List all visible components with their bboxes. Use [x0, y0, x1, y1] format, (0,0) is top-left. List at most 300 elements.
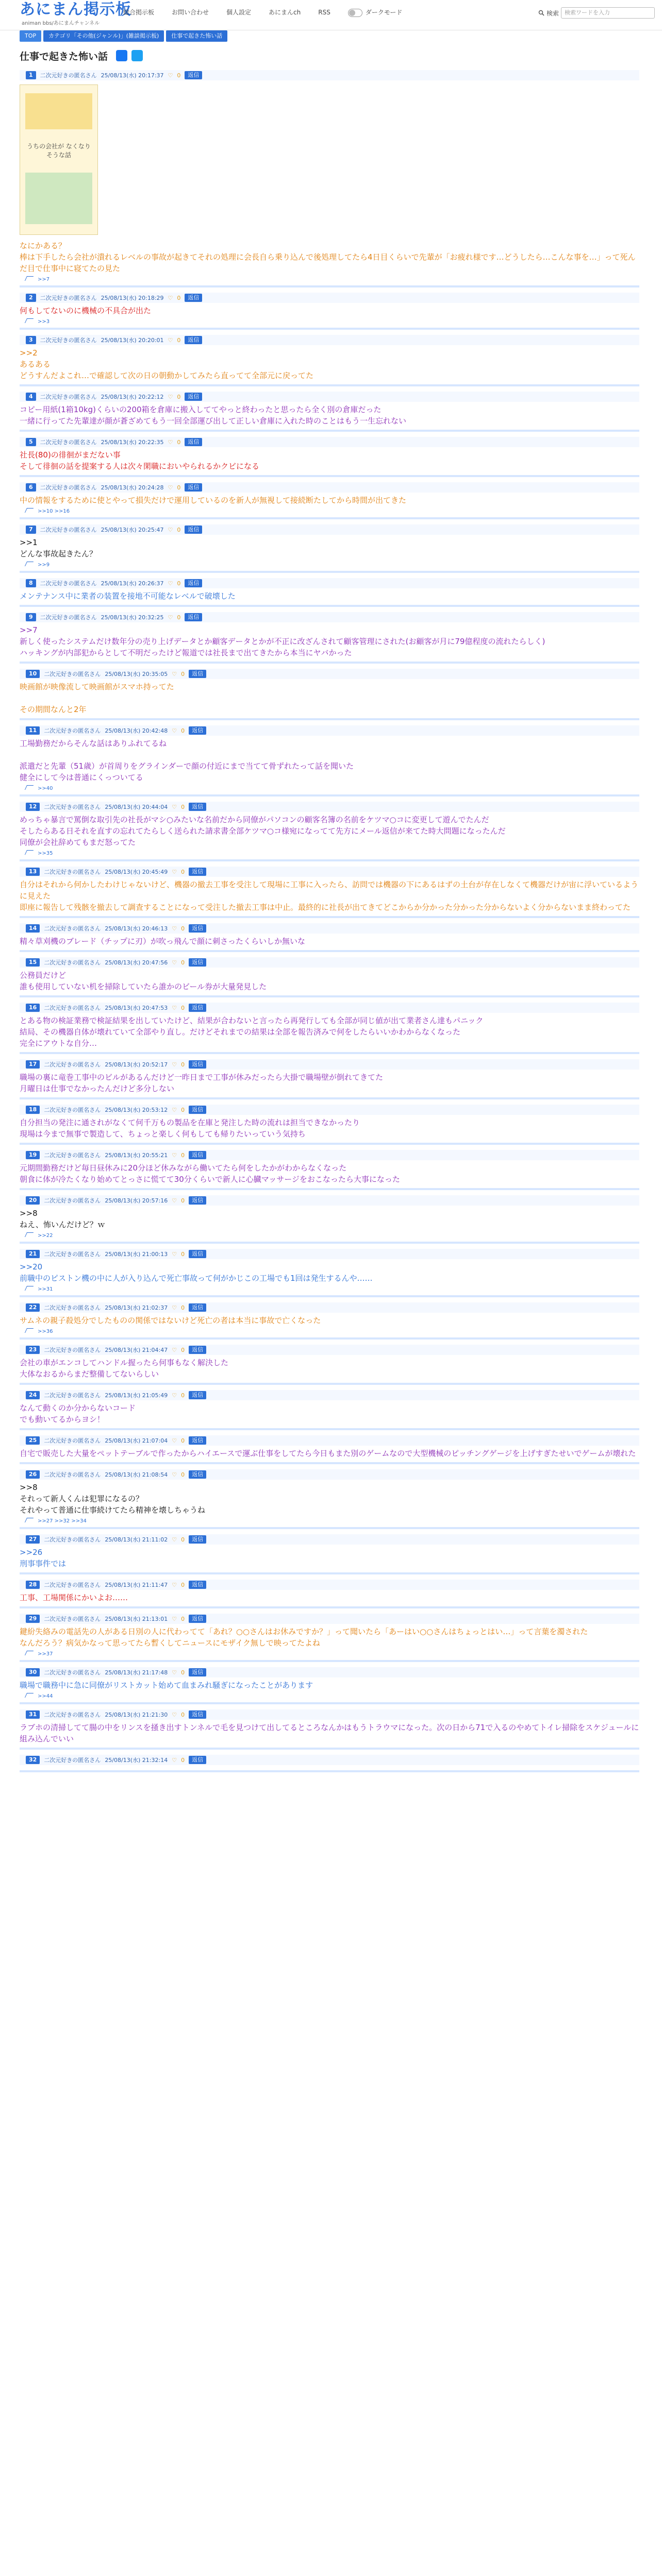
post-date: 25/08/13(水) 20:35:05 — [105, 671, 168, 677]
post-date: 25/08/13(水) 20:17:37 — [101, 72, 164, 79]
like-count: 0 — [181, 1304, 185, 1311]
post-header — [20, 867, 639, 877]
post-number[interactable]: 8 — [26, 579, 36, 587]
nav-item-animanch[interactable]: あにまんch — [269, 9, 301, 16]
like-icon[interactable]: ♡ — [172, 1669, 177, 1676]
reply-button[interactable]: 返信 — [189, 1004, 206, 1012]
poster-name: 二次元好きの匿名さん — [44, 1197, 101, 1204]
poster-name: 二次元好きの匿名さん — [40, 484, 97, 491]
like-count: 0 — [181, 1437, 185, 1444]
post-number[interactable]: 24 — [26, 1391, 40, 1399]
post-item — [20, 1755, 639, 1772]
post-number[interactable]: 15 — [26, 958, 40, 967]
post-number[interactable]: 21 — [26, 1250, 40, 1258]
post-header — [20, 1059, 639, 1070]
reply-button[interactable]: 返信 — [189, 1346, 206, 1354]
like-count: 0 — [181, 1392, 185, 1399]
post-body: 中の情報をするために使とやって損失だけで運用しているのを新人が無視して接続断たしてから時間が出てきた — [20, 496, 407, 505]
like-icon[interactable]: ♡ — [172, 1197, 177, 1204]
reply-button[interactable]: 返信 — [189, 1250, 206, 1258]
post-footer — [20, 506, 639, 514]
poster-name: 二次元好きの匿名さん — [40, 72, 97, 79]
post-header — [20, 1390, 639, 1400]
twitter-share-icon[interactable] — [131, 50, 143, 61]
poster-name: 二次元好きの匿名さん — [44, 1251, 101, 1258]
post-number[interactable]: 23 — [26, 1346, 40, 1354]
reply-tree-icon — [25, 1286, 34, 1291]
like-count: 0 — [181, 1581, 185, 1588]
reply-button[interactable]: 返信 — [185, 71, 202, 79]
book-cover-image — [20, 84, 98, 235]
like-count: 0 — [177, 526, 181, 533]
poster-name: 二次元好きの匿名さん — [40, 580, 97, 587]
like-icon[interactable]: ♡ — [172, 1004, 177, 1011]
nav-item-forum[interactable]: 総合掲示板 — [123, 9, 155, 16]
poster-name: 二次元好きの匿名さん — [44, 1616, 101, 1622]
reply-tree-icon — [25, 1693, 34, 1698]
like-count: 0 — [181, 1669, 185, 1676]
post-header — [20, 612, 639, 622]
reply-tree-icon — [25, 508, 34, 513]
reply-button[interactable]: 返信 — [189, 803, 206, 811]
reply-button[interactable]: 返信 — [185, 613, 202, 621]
poster-name: 二次元好きの匿名さん — [44, 1669, 101, 1676]
like-count: 0 — [181, 959, 185, 966]
reply-button[interactable]: 返信 — [185, 526, 202, 534]
post-number[interactable]: 11 — [26, 726, 40, 735]
like-icon[interactable]: ♡ — [172, 727, 177, 734]
post-item — [20, 1249, 639, 1297]
post-body: >>26 刑事事件では — [20, 1548, 67, 1568]
dark-mode-label: ダークモード — [365, 9, 403, 16]
logo-subtitle: animan bbs/あにまんチャンネル — [22, 21, 100, 26]
reply-button[interactable]: 返信 — [189, 1710, 206, 1719]
reply-button[interactable]: 返信 — [185, 294, 202, 302]
post-number[interactable]: 4 — [26, 393, 36, 401]
thread-container — [20, 46, 639, 1772]
thread-title: 仕事で起きた怖い話 — [20, 50, 108, 62]
post-number[interactable]: 9 — [26, 613, 36, 621]
reply-anchors[interactable]: >>9 — [38, 562, 50, 568]
post-date: 25/08/13(水) 20:46:13 — [105, 925, 168, 932]
like-count: 0 — [181, 1151, 185, 1159]
post-header — [20, 70, 639, 80]
reply-button[interactable]: 返信 — [189, 1303, 206, 1312]
post-item — [20, 1302, 639, 1340]
reply-tree-icon — [25, 1328, 34, 1333]
post-body: 自宅で販売した大量をぺットテーブルで作ったからハイエースで運ぶ仕事をしてたら今日もまた別のゲームなので大型機械のピッチングゲージを上げすぎたせいでゲームが壊れた — [20, 1449, 636, 1458]
post-number[interactable]: 5 — [26, 438, 36, 446]
reply-anchors[interactable]: >>3 — [38, 319, 50, 325]
post-number[interactable]: 16 — [26, 1004, 40, 1012]
post-date: 25/08/13(水) 20:47:53 — [105, 1005, 168, 1011]
poster-name: 二次元好きの匿名さん — [40, 527, 97, 533]
poster-name: 二次元好きの匿名さん — [40, 337, 97, 344]
reply-button[interactable]: 返信 — [185, 579, 202, 587]
like-icon[interactable]: ♡ — [168, 72, 173, 79]
post-number[interactable]: 2 — [26, 294, 36, 302]
post-date: 25/08/13(水) 21:11:47 — [105, 1582, 168, 1588]
post-date: 25/08/13(水) 20:42:48 — [105, 727, 168, 734]
main-nav — [114, 7, 411, 18]
reply-button[interactable]: 返信 — [189, 1581, 206, 1589]
post-item — [20, 437, 639, 477]
facebook-share-icon[interactable] — [116, 50, 127, 61]
post-body: 自分担当の発注に通されがなくて何千万もの製品を在庫と発注した時の流れは担当できなかったり 現場は今まで無事で製造して、ちょっと楽しく何もしても帰りたいっていう気持ち — [20, 1118, 360, 1139]
post-item — [20, 578, 639, 607]
post-list — [20, 70, 639, 1772]
post-body: なにかある？ 棒は下手したら会社が潰れるレベルの事故が起きてそれの処理に会長自ら乗り込んで後処理してたら4日目くらいで先輩が「お疲れ様です…どうしたら…こんな事を…」って死んだ目で仕事中に寝てたの見た — [20, 241, 636, 273]
post-date: 25/08/13(水) 21:04:47 — [105, 1347, 168, 1353]
post-item — [20, 293, 639, 330]
book-title: うちの会社が なくなりそうな話 — [27, 143, 91, 159]
reply-anchors[interactable]: >>27 >>32 >>34 — [38, 1518, 87, 1524]
like-icon[interactable]: ♡ — [168, 294, 173, 301]
post-footer — [20, 1326, 639, 1334]
dark-mode-toggle[interactable] — [339, 7, 411, 18]
reply-tree-icon — [25, 850, 34, 855]
nav-item-settings[interactable]: 個人設定 — [226, 9, 252, 16]
post-number[interactable]: 13 — [26, 868, 40, 876]
post-number[interactable]: 22 — [26, 1303, 40, 1312]
like-icon[interactable]: ♡ — [172, 1471, 177, 1478]
post-header — [20, 392, 639, 402]
post-header — [20, 1755, 639, 1765]
reply-button[interactable]: 返信 — [185, 336, 202, 344]
reply-anchors[interactable]: >>40 — [38, 786, 53, 791]
post-item — [20, 725, 639, 796]
post-item — [20, 482, 639, 519]
post-header — [20, 293, 639, 303]
reply-anchors[interactable]: >>31 — [38, 1286, 53, 1292]
post-item — [20, 1709, 639, 1750]
post-number[interactable]: 30 — [26, 1668, 40, 1676]
like-icon[interactable]: ♡ — [172, 1250, 177, 1258]
poster-name: 二次元好きの匿名さん — [40, 439, 97, 446]
nav-item-rss[interactable]: RSS — [318, 9, 330, 16]
like-icon[interactable]: ♡ — [172, 925, 177, 932]
post-body: なんて動くのか分からないコード でも動いてるからヨシ！ — [20, 1403, 136, 1424]
search-input[interactable]: 検索ワードを入力 — [561, 7, 655, 19]
like-count: 0 — [181, 1536, 185, 1543]
reply-anchors[interactable]: >>36 — [38, 1329, 53, 1334]
post-body: >>8 それって新人くんは犯罪になるの？ それやって普通に仕事続けてたら精神を壊しちゃうね — [20, 1483, 206, 1515]
reply-button[interactable]: 返信 — [189, 1436, 206, 1445]
breadcrumb-category[interactable]: カテゴリ「その他(ジャンル)」(雑談掲示板) — [43, 30, 164, 42]
post-body: 何もしてないのに機械の不具合が出た — [20, 306, 152, 315]
post-item — [20, 612, 639, 664]
post-body: 元期間勤務だけど毎日昼休みに20分ほど休みながら働いてたら何をしたかがわからなくなった 朝食に体が冷たくなり始めてとっさに慌てて30分くらいで新人に心臓マッサージをおこなったら大事になった — [20, 1163, 400, 1184]
like-icon[interactable]: ♡ — [168, 438, 173, 446]
poster-name: 二次元好きの匿名さん — [44, 804, 101, 810]
like-icon[interactable]: ♡ — [172, 1304, 177, 1311]
reply-anchors[interactable]: >>10 >>16 — [38, 509, 70, 514]
like-icon[interactable]: ♡ — [172, 1392, 177, 1399]
poster-name: 二次元好きの匿名さん — [44, 1582, 101, 1588]
post-date: 25/08/13(水) 20:24:28 — [101, 484, 164, 491]
post-number[interactable]: 3 — [26, 336, 36, 344]
post-header — [20, 1105, 639, 1115]
like-icon[interactable]: ♡ — [172, 868, 177, 875]
post-item — [20, 1469, 639, 1529]
like-count: 0 — [181, 1197, 185, 1204]
like-count: 0 — [181, 1061, 185, 1068]
post-item — [20, 802, 639, 861]
like-count: 0 — [181, 925, 185, 932]
like-count: 0 — [177, 614, 181, 621]
search-icon — [538, 10, 544, 16]
reply-button[interactable]: 返信 — [189, 1060, 206, 1069]
post-item — [20, 70, 639, 287]
poster-name: 二次元好きの匿名さん — [44, 1757, 101, 1764]
reply-button[interactable]: 返信 — [185, 393, 202, 401]
like-icon[interactable]: ♡ — [172, 670, 177, 677]
top-bar — [0, 0, 662, 30]
post-number[interactable]: 19 — [26, 1151, 40, 1159]
post-date: 25/08/13(水) 21:32:14 — [105, 1757, 168, 1764]
post-item — [20, 1059, 639, 1099]
like-icon[interactable]: ♡ — [172, 1581, 177, 1588]
reply-button[interactable]: 返信 — [189, 1151, 206, 1159]
poster-name: 二次元好きの匿名さん — [40, 394, 97, 400]
post-header — [20, 1469, 639, 1480]
post-number[interactable]: 27 — [26, 1535, 40, 1544]
post-header — [20, 1534, 639, 1545]
poster-name: 二次元好きの匿名さん — [44, 671, 101, 677]
reply-anchors[interactable]: >>44 — [38, 1693, 53, 1699]
reply-button[interactable]: 返信 — [189, 1196, 206, 1205]
post-date: 25/08/13(水) 20:18:29 — [101, 295, 164, 301]
like-count: 0 — [177, 580, 181, 587]
post-number[interactable]: 10 — [26, 670, 40, 678]
post-number[interactable]: 20 — [26, 1196, 40, 1205]
post-date: 25/08/13(水) 20:52:17 — [105, 1061, 168, 1068]
post-item — [20, 1105, 639, 1145]
poster-name: 二次元好きの匿名さん — [44, 959, 101, 966]
post-number[interactable]: 14 — [26, 924, 40, 933]
post-body: 工場勤務だからそんな話はありふれてるね 派遣だと先輩（51歳）が首周りをグラインダーで顔の付近にまで当てて骨ずれたって話を聞いた 健全にして今は普通にくっついてる — [20, 739, 354, 782]
post-header — [20, 1614, 639, 1624]
post-header — [20, 1150, 639, 1160]
post-number[interactable]: 12 — [26, 803, 40, 811]
post-body: 社長(80)の徘徊がまだない事 そして徘徊の話を提案する人は次々閑職においやられるかクビになる — [20, 450, 260, 471]
reply-button[interactable]: 返信 — [189, 1470, 206, 1479]
reply-anchors[interactable]: >>35 — [38, 851, 53, 856]
reply-anchors[interactable]: >>22 — [38, 1233, 53, 1239]
post-date: 25/08/13(水) 20:22:35 — [101, 439, 164, 446]
post-footer — [20, 316, 639, 325]
like-count: 0 — [181, 1711, 185, 1718]
post-header — [20, 669, 639, 679]
poster-name: 二次元好きの匿名さん — [40, 614, 97, 621]
like-icon[interactable]: ♡ — [172, 803, 177, 810]
post-header — [20, 1435, 639, 1446]
post-number[interactable]: 28 — [26, 1581, 40, 1589]
post-footer — [20, 1284, 639, 1292]
post-number[interactable]: 26 — [26, 1470, 40, 1479]
toggle-switch-icon — [348, 9, 362, 17]
like-icon[interactable]: ♡ — [172, 1106, 177, 1113]
reply-button[interactable]: 返信 — [189, 1106, 206, 1114]
post-header — [20, 437, 639, 447]
post-number[interactable]: 31 — [26, 1710, 40, 1719]
post-date: 25/08/13(水) 21:21:30 — [105, 1711, 168, 1718]
like-count: 0 — [181, 1106, 185, 1113]
post-item — [20, 923, 639, 952]
reply-anchors[interactable]: >>37 — [38, 1651, 53, 1657]
poster-name: 二次元好きの匿名さん — [44, 1152, 101, 1159]
like-icon[interactable]: ♡ — [168, 526, 173, 533]
post-body: 精々草刈機のブレード（チップに刃）が吹っ飛んで顔に刺さったくらいしか無いな — [20, 937, 305, 946]
reply-button[interactable]: 返信 — [189, 1391, 206, 1399]
reply-button[interactable]: 返信 — [189, 1535, 206, 1544]
post-body: サムネの親子殺処分でしたものの関係ではないけど死亡の者は本当に事故で亡くなった — [20, 1316, 321, 1325]
poster-name: 二次元好きの匿名さん — [44, 1061, 101, 1068]
post-number[interactable]: 32 — [26, 1756, 40, 1764]
like-icon[interactable]: ♡ — [168, 580, 173, 587]
poster-name: 二次元好きの匿名さん — [44, 1005, 101, 1011]
like-icon[interactable]: ♡ — [172, 1346, 177, 1353]
post-footer — [20, 783, 639, 791]
post-item — [20, 1534, 639, 1574]
search-area — [538, 7, 655, 19]
post-date: 25/08/13(水) 20:53:12 — [105, 1107, 168, 1113]
post-date: 25/08/13(水) 21:08:54 — [105, 1471, 168, 1478]
post-number[interactable]: 18 — [26, 1106, 40, 1114]
post-item — [20, 1614, 639, 1662]
like-icon[interactable]: ♡ — [172, 1711, 177, 1718]
like-count: 0 — [181, 1346, 185, 1353]
post-date: 25/08/13(水) 21:00:13 — [105, 1251, 168, 1258]
poster-name: 二次元好きの匿名さん — [44, 1711, 101, 1718]
post-date: 25/08/13(水) 20:20:01 — [101, 337, 164, 344]
post-body: コピー用紙(1箱10kg)くらいの200箱を倉庫に搬入しててやっと終わったと思ったら全く別の倉庫だった 一緒に行ってた先輩達が顔が蒼ざめてもう一回全部運び出して正しい倉庫に入れた時のことはもう一生忘れない — [20, 405, 407, 426]
post-date: 25/08/13(水) 20:25:47 — [101, 527, 164, 533]
post-number[interactable]: 29 — [26, 1615, 40, 1623]
breadcrumb-thread[interactable]: 仕事で起きた怖い話 — [166, 30, 227, 42]
post-header — [20, 1302, 639, 1313]
post-number[interactable]: 17 — [26, 1060, 40, 1069]
post-item — [20, 1390, 639, 1430]
reply-button[interactable]: 返信 — [185, 483, 202, 492]
like-icon[interactable]: ♡ — [172, 1151, 177, 1159]
like-icon[interactable]: ♡ — [172, 1437, 177, 1444]
like-icon[interactable]: ♡ — [168, 336, 173, 344]
like-icon[interactable]: ♡ — [172, 1615, 177, 1622]
reply-button[interactable]: 返信 — [189, 924, 206, 933]
reply-tree-icon — [25, 318, 34, 323]
post-date: 25/08/13(水) 20:26:37 — [101, 580, 164, 587]
post-body: 公務員だけど 誰も使用していない机を掃除していたら誰かのビール券が大量発見した — [20, 971, 267, 991]
post-item — [20, 1195, 639, 1244]
post-body: >>20 前職中のピストン機の中に人が入り込んで死亡事故って何がかじこの工場でも1回は発生するんや…… — [20, 1262, 373, 1283]
thread-header — [20, 46, 639, 65]
post-header — [20, 1249, 639, 1259]
post-header — [20, 923, 639, 934]
like-icon[interactable]: ♡ — [168, 614, 173, 621]
reply-button[interactable]: 返信 — [189, 1668, 206, 1676]
breadcrumb — [20, 30, 227, 42]
poster-name: 二次元好きの匿名さん — [44, 1471, 101, 1478]
post-item — [20, 1345, 639, 1385]
poster-name: 二次元好きの匿名さん — [44, 869, 101, 875]
post-item — [20, 392, 639, 432]
post-header — [20, 1195, 639, 1206]
post-date: 25/08/13(水) 20:57:16 — [105, 1197, 168, 1204]
reply-button[interactable]: 返信 — [189, 868, 206, 876]
reply-tree-icon — [25, 562, 34, 566]
post-header — [20, 725, 639, 736]
post-number[interactable]: 7 — [26, 526, 36, 534]
post-footer — [20, 1649, 639, 1657]
nav-item-contact[interactable]: お問い合わせ — [172, 9, 209, 16]
poster-name: 二次元好きの匿名さん — [44, 925, 101, 932]
post-header — [20, 957, 639, 968]
post-header — [20, 578, 639, 588]
like-icon[interactable]: ♡ — [172, 1756, 177, 1764]
like-count: 0 — [181, 670, 185, 677]
like-count: 0 — [181, 1471, 185, 1478]
post-date: 25/08/13(水) 20:22:12 — [101, 394, 164, 400]
post-body: 自分はそれから何かしたわけじゃないけど、機器の撤去工事を受注して現場に工事に入ったら、訪問では機器の下にあるはずの土台が存在しなくて機器だけが宙に浮いているように見えた 即座に報告して残骸を撤去して調査することになって受注した撤去工事は中止。最終的に社長が出てきてどこからか分かった分かった分からないよく分からないまま終わってた — [20, 880, 639, 912]
post-body: >>7 新しく使ったシステムだけ数年分の売り上げデータとか顧客データとかが不正に改ざんされて顧客管理にされた(お顧客が月に79億程度の流れたらしく) ハッキングが内部犯からとして不明だったけど報道では社長まで出てきたから本当にヤバかった — [20, 625, 545, 657]
like-count: 0 — [181, 1250, 185, 1258]
breadcrumb-top[interactable]: TOP — [20, 30, 41, 42]
post-body: 映画館が映像流して映画館がスマホ持ってた その期間なんと2年 — [20, 682, 174, 714]
post-footer — [20, 560, 639, 568]
post-date: 25/08/13(水) 20:55:21 — [105, 1152, 168, 1159]
post-header — [20, 1345, 639, 1355]
reply-button[interactable]: 返信 — [189, 1756, 206, 1764]
post-item — [20, 957, 639, 997]
post-header — [20, 482, 639, 493]
post-item — [20, 524, 639, 573]
post-date: 25/08/13(水) 20:45:49 — [105, 869, 168, 875]
post-footer — [20, 848, 639, 856]
post-number[interactable]: 25 — [26, 1436, 40, 1445]
reply-button[interactable]: 返信 — [189, 670, 206, 678]
reply-button[interactable]: 返信 — [189, 1615, 206, 1623]
reply-button[interactable]: 返信 — [189, 726, 206, 735]
post-date: 25/08/13(水) 20:32:25 — [101, 614, 164, 621]
poster-name: 二次元好きの匿名さん — [40, 295, 97, 301]
post-number[interactable]: 6 — [26, 483, 36, 492]
like-icon[interactable]: ♡ — [168, 393, 173, 400]
reply-tree-icon — [25, 1651, 34, 1655]
post-date: 25/08/13(水) 20:44:04 — [105, 804, 168, 810]
like-icon[interactable]: ♡ — [172, 1536, 177, 1543]
like-icon[interactable]: ♡ — [172, 959, 177, 966]
post-body: 職場で職務中に急に同僚がリストカット始めて血まみれ騒ぎになったことがあります — [20, 1681, 313, 1690]
post-body: 会社の車がエンコしてハンドル握ったら何事もなく解決した 大体なおるからまだ整備してないらしい — [20, 1358, 229, 1379]
reply-anchors[interactable]: >>7 — [38, 277, 50, 282]
post-item — [20, 867, 639, 918]
post-date: 25/08/13(水) 21:02:37 — [105, 1304, 168, 1311]
post-body: >>8 ねえ、怖いんだけど？ｗ — [20, 1209, 105, 1229]
post-footer — [20, 1230, 639, 1239]
post-body: メンテナンス中に業者の装置を接地不可能なレベルで破壊した — [20, 591, 236, 601]
reply-button[interactable]: 返信 — [189, 958, 206, 967]
post-header — [20, 524, 639, 535]
like-icon[interactable]: ♡ — [172, 1061, 177, 1068]
like-icon[interactable]: ♡ — [168, 484, 173, 491]
post-body — [20, 1765, 639, 1767]
post-number[interactable]: 1 — [26, 71, 36, 79]
post-date: 25/08/13(水) 21:17:48 — [105, 1669, 168, 1676]
reply-tree-icon — [25, 1518, 34, 1522]
like-count: 0 — [181, 803, 185, 810]
reply-button[interactable]: 返信 — [185, 438, 202, 446]
